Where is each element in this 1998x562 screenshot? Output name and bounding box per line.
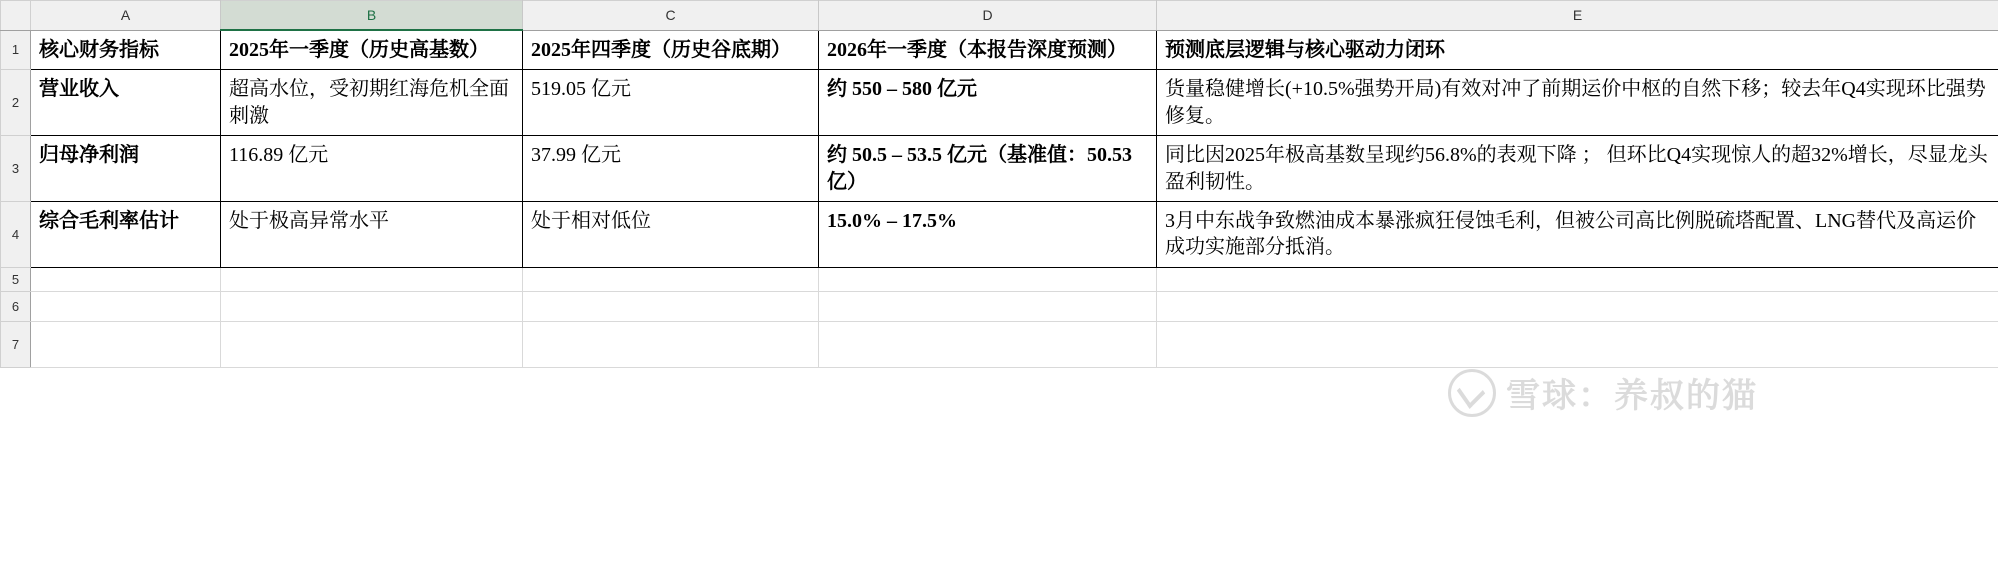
cell-d1[interactable]: 2026年一季度（本报告深度预测）: [819, 30, 1157, 70]
cell-b3[interactable]: 116.89 亿元: [221, 136, 523, 202]
cell-a5[interactable]: [31, 267, 221, 291]
row-header-1[interactable]: 1: [1, 30, 31, 70]
cell-b2[interactable]: 超高水位，受初期红海危机全面刺激: [221, 70, 523, 136]
cell-a7[interactable]: [31, 321, 221, 367]
cell-a6[interactable]: [31, 291, 221, 321]
table-row: [1, 201, 1998, 267]
table-row: [1, 267, 1998, 291]
cell-e2[interactable]: 货量稳健增长(+10.5%强势开局)有效对冲了前期运价中枢的自然下移；较去年Q4实现环比强势修复。: [1157, 70, 1998, 136]
cell-c6[interactable]: [523, 291, 819, 321]
snowball-logo-icon: [1448, 369, 1496, 417]
column-header-c[interactable]: C: [523, 1, 819, 31]
cell-b7[interactable]: [221, 321, 523, 367]
column-header-d[interactable]: D: [819, 1, 1157, 31]
table-row: [1, 70, 1998, 136]
table-row: [1, 321, 1998, 367]
cell-a4[interactable]: 综合毛利率估计: [31, 201, 221, 267]
cell-a2[interactable]: 营业收入: [31, 70, 221, 136]
watermark-text: 雪球：养叔的猫: [1506, 377, 1758, 415]
watermark: [1448, 368, 1758, 417]
table-row: [1, 291, 1998, 321]
cell-d3[interactable]: 约 50.5 – 53.5 亿元（基准值：50.53亿）: [819, 136, 1157, 202]
cell-e5[interactable]: [1157, 267, 1998, 291]
cell-c7[interactable]: [523, 321, 819, 367]
row-header-2[interactable]: 2: [1, 70, 31, 136]
cell-e6[interactable]: [1157, 291, 1998, 321]
row-header-5[interactable]: 5: [1, 267, 31, 291]
row-header-6[interactable]: 6: [1, 291, 31, 321]
cell-b6[interactable]: [221, 291, 523, 321]
cell-e3[interactable]: 同比因2025年极高基数呈现约56.8%的表观下降 ； 但环比Q4实现惊人的超32%增长，尽显龙头盈利韧性。: [1157, 136, 1998, 202]
cell-d6[interactable]: [819, 291, 1157, 321]
column-header-row: [1, 1, 1998, 31]
column-header-e[interactable]: E: [1157, 1, 1998, 31]
row-header-3[interactable]: 3: [1, 136, 31, 202]
cell-d7[interactable]: [819, 321, 1157, 367]
cell-c2[interactable]: 519.05 亿元: [523, 70, 819, 136]
cell-a1[interactable]: 核心财务指标: [31, 30, 221, 70]
table-row: [1, 136, 1998, 202]
row-header-7[interactable]: 7: [1, 321, 31, 367]
cell-e1[interactable]: 预测底层逻辑与核心驱动力闭环: [1157, 30, 1998, 70]
cell-d5[interactable]: [819, 267, 1157, 291]
cell-c3[interactable]: 37.99 亿元: [523, 136, 819, 202]
cell-c1[interactable]: 2025年四季度（历史谷底期）: [523, 30, 819, 70]
cell-b5[interactable]: [221, 267, 523, 291]
select-all-corner[interactable]: [1, 1, 31, 31]
cell-b4[interactable]: 处于极高异常水平: [221, 201, 523, 267]
cell-c5[interactable]: [523, 267, 819, 291]
table-row: [1, 30, 1998, 70]
cell-b1[interactable]: 2025年一季度（历史高基数）: [221, 30, 523, 70]
cell-e4[interactable]: 3月中东战争致燃油成本暴涨疯狂侵蚀毛利，但被公司高比例脱硫塔配置、LNG替代及高运价成功实施部分抵消。: [1157, 201, 1998, 267]
row-header-4[interactable]: 4: [1, 201, 31, 267]
cell-c4[interactable]: 处于相对低位: [523, 201, 819, 267]
cell-e7[interactable]: [1157, 321, 1998, 367]
cell-a3[interactable]: 归母净利润: [31, 136, 221, 202]
cell-d4[interactable]: 15.0% – 17.5%: [819, 201, 1157, 267]
cell-d2[interactable]: 约 550 – 580 亿元: [819, 70, 1157, 136]
column-header-a[interactable]: A: [31, 1, 221, 31]
column-header-b[interactable]: B: [221, 1, 523, 31]
